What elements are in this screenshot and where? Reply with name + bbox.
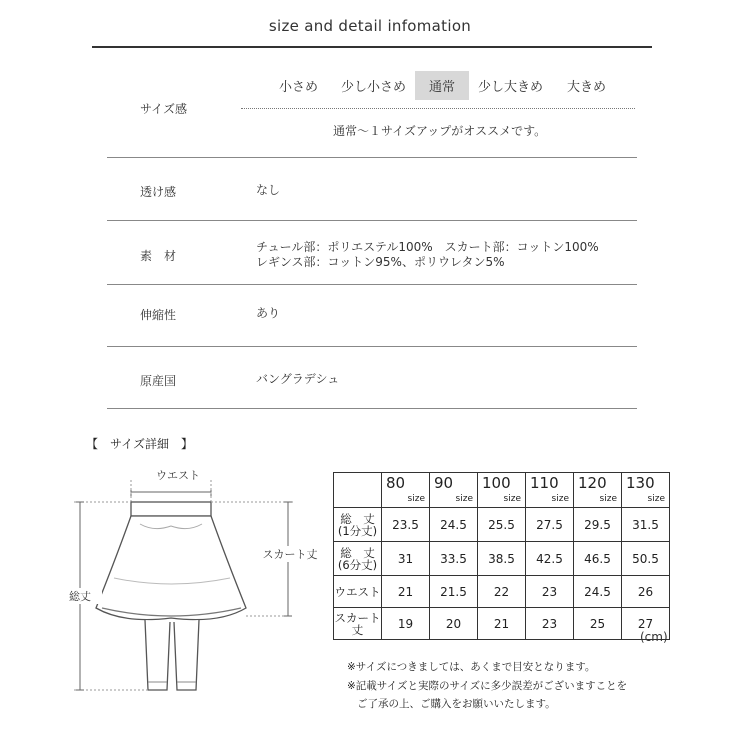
note-line-1: ※サイズにつきましては、あくまで目安となります。 bbox=[347, 661, 596, 673]
size-header-cell: 130 size bbox=[622, 473, 670, 508]
size-header-cell: 100 size bbox=[478, 473, 526, 508]
table-row bbox=[334, 576, 670, 608]
sheerness-label: 透け感 bbox=[140, 185, 177, 199]
table-cell: 31.5 bbox=[622, 508, 670, 542]
size-header-cell: 90 size bbox=[430, 473, 478, 508]
skirt-length-label: スカート丈 bbox=[262, 548, 318, 561]
row-divider bbox=[107, 284, 637, 285]
waist-label: ウエスト bbox=[156, 469, 200, 482]
table-cell: 24.5 bbox=[430, 508, 478, 542]
table-cell: 20 bbox=[430, 608, 478, 640]
row-divider bbox=[107, 346, 637, 347]
table-cell: 31 bbox=[382, 542, 430, 576]
row-divider bbox=[107, 157, 637, 158]
row-header: 総 丈 (1分丈) bbox=[334, 508, 382, 542]
table-cell: 23 bbox=[526, 576, 574, 608]
table-cell: 26 bbox=[622, 576, 670, 608]
table-cell: 50.5 bbox=[622, 542, 670, 576]
stretch-label: 伸縮性 bbox=[140, 308, 177, 322]
size-section-title: 【 サイズ詳細 】 bbox=[86, 437, 194, 451]
table-row bbox=[334, 542, 670, 576]
leggings-left-shape bbox=[145, 620, 170, 690]
size-header-row bbox=[334, 473, 670, 508]
waistband-shape bbox=[131, 502, 211, 516]
material-line-2: レギンス部：コットン95%、ポリウレタン5% bbox=[256, 255, 505, 269]
table-cell: 46.5 bbox=[574, 542, 622, 576]
fit-label: サイズ感 bbox=[140, 102, 188, 116]
size-header-cell: 110 size bbox=[526, 473, 574, 508]
material-line-1: チュール部：ポリエステル100% スカート部：コットン100% bbox=[256, 240, 599, 254]
fit-option-slightly-large: 少し大きめ bbox=[478, 80, 544, 95]
fit-option-slightly-small: 少し小さめ bbox=[341, 80, 407, 95]
table-cell: 23.5 bbox=[382, 508, 430, 542]
table-cell: 24.5 bbox=[574, 576, 622, 608]
table-cell: 19 bbox=[382, 608, 430, 640]
row-header: スカート丈 bbox=[334, 608, 382, 640]
note-line-3: ご了承の上、ご購入をお願いいたします。 bbox=[357, 698, 556, 710]
row-header: ウエスト bbox=[334, 576, 382, 608]
stretch-value: あり bbox=[256, 306, 281, 320]
size-header-cell: 80 size bbox=[382, 473, 430, 508]
title-divider bbox=[92, 46, 652, 48]
row-header: 総 丈 (6分丈) bbox=[334, 542, 382, 576]
size-header-cell: 120 size bbox=[574, 473, 622, 508]
origin-value: バングラデシュ bbox=[256, 372, 340, 386]
table-cell: 25 bbox=[574, 608, 622, 640]
fit-scale-dotted-line bbox=[241, 108, 635, 109]
table-cell: 22 bbox=[478, 576, 526, 608]
skirt-shape bbox=[96, 516, 246, 620]
origin-label: 原産国 bbox=[140, 374, 177, 388]
table-cell: 23 bbox=[526, 608, 574, 640]
note-line-2: ※記載サイズと実際のサイズに多少誤差がございますことを bbox=[347, 680, 628, 692]
garment-diagram bbox=[54, 458, 330, 706]
fit-option-large: 大きめ bbox=[567, 80, 607, 95]
table-cell: 27.5 bbox=[526, 508, 574, 542]
row-divider bbox=[107, 408, 637, 409]
table-cell: 42.5 bbox=[526, 542, 574, 576]
header-corner-cell bbox=[334, 473, 382, 508]
table-cell: 33.5 bbox=[430, 542, 478, 576]
row-divider bbox=[107, 220, 637, 221]
table-cell: 27 bbox=[622, 608, 670, 640]
table-row bbox=[334, 608, 670, 640]
fit-option-small: 小さめ bbox=[279, 80, 319, 95]
fit-recommendation: 通常～１サイズアップがオススメです。 bbox=[333, 124, 547, 138]
fit-option-normal: 通常 bbox=[429, 80, 456, 95]
table-cell: 25.5 bbox=[478, 508, 526, 542]
table-cell: 21 bbox=[478, 608, 526, 640]
material-label: 素 材 bbox=[140, 249, 177, 263]
table-cell: 21.5 bbox=[430, 576, 478, 608]
table-cell: 38.5 bbox=[478, 542, 526, 576]
total-length-label: 総丈 bbox=[69, 590, 91, 603]
unit-label: (cm) bbox=[640, 630, 668, 644]
table-row bbox=[334, 508, 670, 542]
page-title: size and detail infomation bbox=[268, 17, 472, 35]
leggings-right-shape bbox=[174, 620, 199, 690]
sheerness-value: なし bbox=[256, 183, 281, 197]
table-cell: 21 bbox=[382, 576, 430, 608]
table-cell: 29.5 bbox=[574, 508, 622, 542]
size-table bbox=[333, 472, 670, 640]
